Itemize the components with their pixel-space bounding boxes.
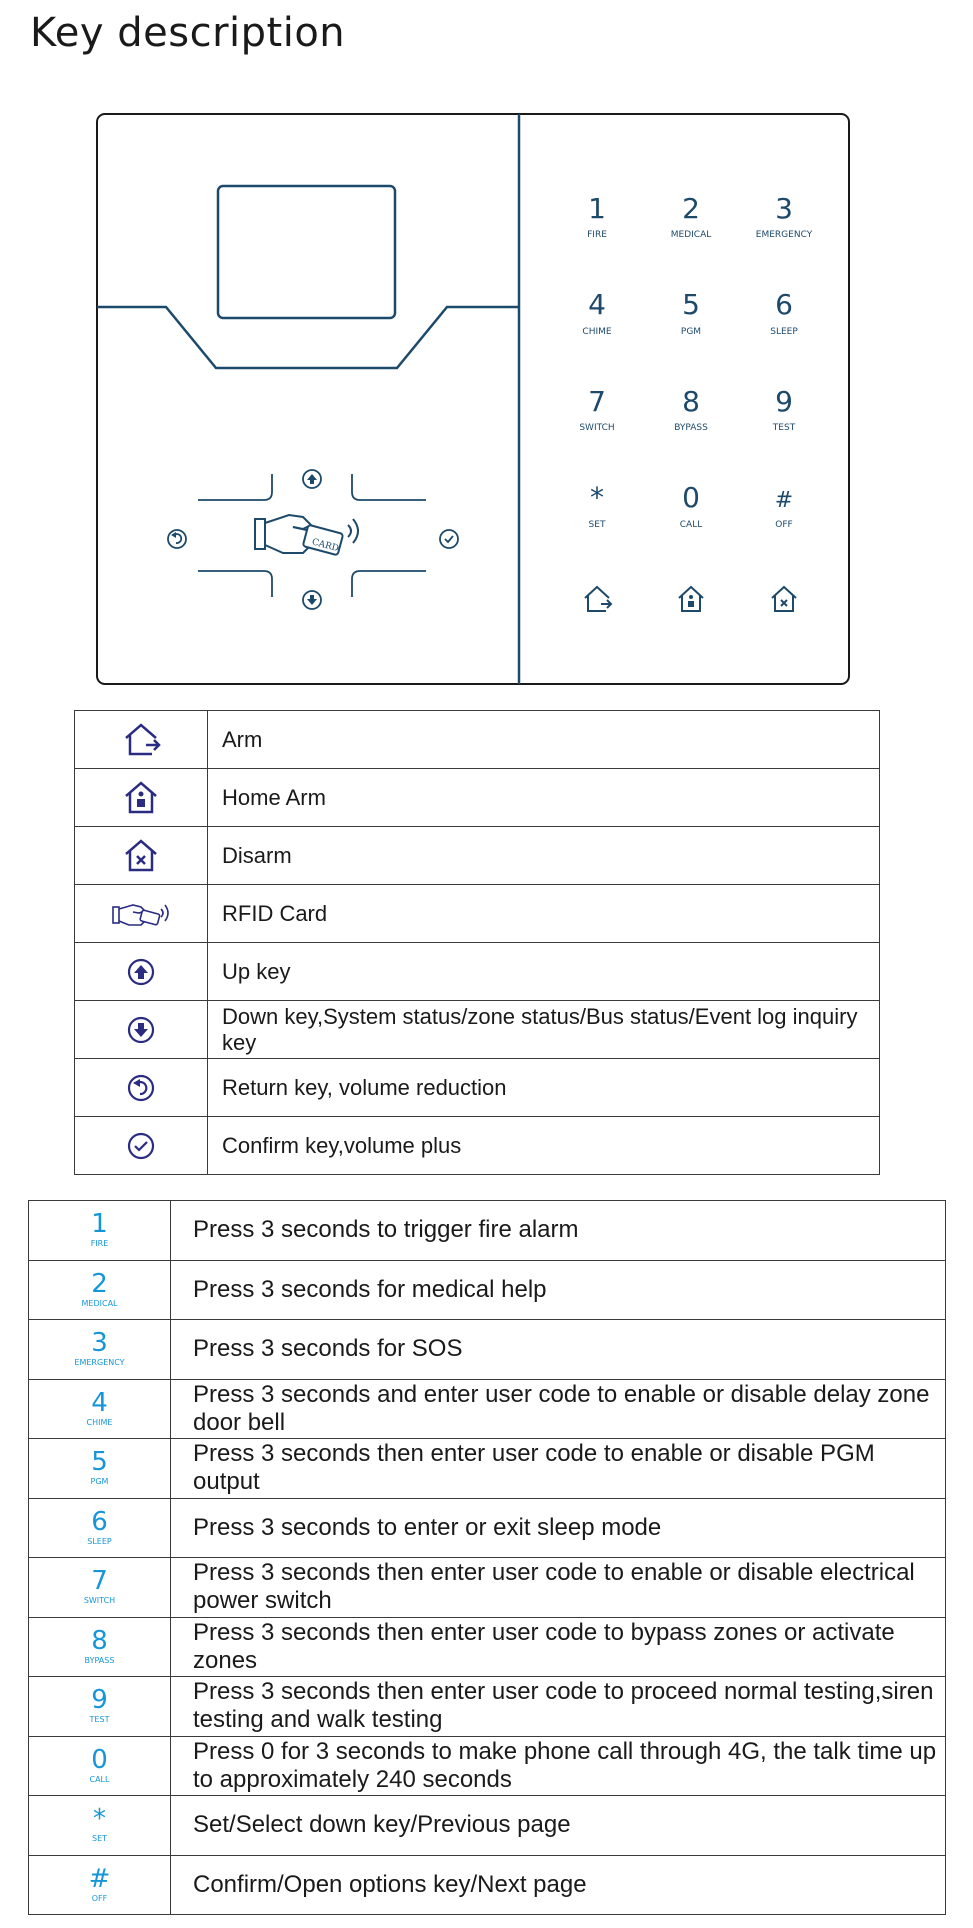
table-row [29,1439,946,1499]
panel-trim-line [97,307,519,368]
key-cell [29,1498,171,1558]
table-row [29,1558,946,1618]
key-cell [29,1855,171,1915]
description: Confirm key,volume plus [208,1117,880,1175]
keypad-label: TEST [772,423,796,433]
description: Press 3 seconds for medical help [171,1260,946,1320]
panel-down-key-icon [303,591,321,609]
icon-cell [75,885,208,943]
key-cell [29,1558,171,1618]
keypad-digit: 5 [682,288,700,321]
description: Return key, volume reduction [208,1059,880,1117]
description: Disarm [208,827,880,885]
key-digit: 1 [91,1209,108,1240]
icon-cell [75,1117,208,1175]
confirm-key-icon [126,1131,156,1161]
keypad-label: PGM [680,327,702,337]
key-label: BYPASS [84,1655,115,1665]
key-label: CALL [89,1774,110,1784]
description: Press 3 seconds to enter or exit sleep mode [171,1498,946,1558]
description: Set/Select down key/Previous page [171,1796,946,1856]
function-keys-table [74,710,880,1175]
key-cell [29,1201,171,1261]
home-arm-icon [121,778,161,818]
table-row [29,1617,946,1677]
keypad-digit: 3 [775,192,793,225]
keypad-digit: # [774,488,794,513]
table-row [75,1001,880,1059]
arm-icon [121,720,161,760]
description: Press 3 seconds for SOS [171,1320,946,1380]
description: Press 3 seconds and enter user code to enable or disable delay zone door bell [171,1379,946,1439]
description: Confirm/Open options key/Next page [171,1855,946,1915]
description: RFID Card [208,885,880,943]
table-row [75,711,880,769]
table-row [29,1677,946,1737]
description: Press 3 seconds then enter user code to enable or disable electrical power switch [171,1558,946,1618]
key-label: TEST [89,1715,110,1725]
key-cell [29,1439,171,1499]
key-digit: * [93,1804,106,1835]
panel-home-arm-icon [679,587,703,611]
panel-card-text: CARD [310,537,340,555]
key-cell [29,1320,171,1380]
keypad-label: OFF [775,520,793,530]
key-label: SET [91,1834,108,1844]
return-key-icon [126,1073,156,1103]
key-digit: 8 [91,1625,108,1656]
keypad-label: FIRE [587,230,607,240]
key-label: CHIME [86,1417,113,1427]
up-key-icon [126,957,156,987]
key-label: MEDICAL [81,1298,118,1308]
key-label: PGM [90,1477,109,1487]
table-row [29,1379,946,1439]
icon-cell [75,943,208,1001]
key-digit: 9 [91,1685,108,1716]
icon-cell [75,769,208,827]
icon-cell [75,711,208,769]
number-keys-table [28,1200,946,1915]
key-label: EMERGENCY [74,1358,125,1368]
panel-arm-icon [585,587,611,611]
keypad-digit: 6 [775,288,793,321]
keypad-digit: 2 [682,192,700,225]
description: Press 3 seconds then enter user code to bypass zones or activate zones [171,1617,946,1677]
keypad-digit: 8 [682,385,700,418]
keypad-label: SWITCH [579,423,615,433]
keypad-label: SLEEP [770,327,798,337]
keypad-label: EMERGENCY [755,230,813,240]
panel-return-key-icon [168,530,186,548]
key-cell [29,1736,171,1796]
key-digit: # [88,1863,111,1894]
description: Up key [208,943,880,1001]
keypad-label: SET [588,520,606,530]
description: Press 3 seconds to trigger fire alarm [171,1201,946,1261]
keypad [579,192,812,530]
table-row [29,1855,946,1915]
table-row [75,1117,880,1175]
table-row [75,827,880,885]
keypad-label: BYPASS [674,423,708,433]
key-digit: 2 [91,1268,108,1299]
keypad-digit: 1 [588,192,606,225]
key-digit: 5 [91,1447,108,1478]
table-row [29,1498,946,1558]
key-label: FIRE [90,1239,109,1249]
key-cell [29,1379,171,1439]
description: Down key,System status/zone status/Bus status/Event log inquiry key [208,1001,880,1059]
icon-cell [75,827,208,885]
table-row [29,1736,946,1796]
page-title: Key description [30,10,346,56]
key-label: SWITCH [83,1596,116,1606]
panel-up-key-icon [303,470,321,488]
key-cell [29,1617,171,1677]
key-digit: 7 [91,1566,108,1597]
keypad-label: CHIME [582,327,612,337]
down-key-icon [126,1015,156,1045]
key-cell [29,1260,171,1320]
table-row [75,943,880,1001]
table-row [29,1201,946,1261]
key-label: OFF [91,1893,108,1903]
keypad-digit: 7 [588,385,606,418]
key-digit: 6 [91,1506,108,1537]
description: Arm [208,711,880,769]
key-digit: 4 [91,1387,108,1418]
panel-confirm-key-icon [440,530,458,548]
disarm-icon [121,836,161,876]
keypad-digit: 9 [775,385,793,418]
table-row [75,769,880,827]
key-digit: 3 [91,1328,108,1359]
description: Press 3 seconds then enter user code to enable or disable PGM output [171,1439,946,1499]
panel-outline [97,114,849,684]
table-row [29,1260,946,1320]
panel-rfid-card-icon [255,515,358,555]
description: Press 0 for 3 seconds to make phone call through 4G, the talk time up to approximately 240 seconds [171,1736,946,1796]
description: Press 3 seconds then enter user code to proceed normal testing,siren testing and walk testing [171,1677,946,1737]
table-row [29,1320,946,1380]
description: Home Arm [208,769,880,827]
key-digit: 0 [91,1744,108,1775]
table-row [75,1059,880,1117]
keypad-label: CALL [679,520,703,530]
icon-cell [75,1001,208,1059]
keypad-label: MEDICAL [670,230,712,240]
icon-cell [75,1059,208,1117]
keypad-digit: 4 [588,288,606,321]
table-row [75,885,880,943]
table-row [29,1796,946,1856]
alarm-panel-illustration [0,0,973,700]
lcd-screen [218,186,395,318]
key-cell [29,1677,171,1737]
keypad-digit: 0 [682,481,700,514]
key-label: SLEEP [87,1536,112,1546]
keypad-digit: * [590,481,604,514]
panel-disarm-icon [772,587,796,611]
key-cell [29,1796,171,1856]
rfid-card-icon [111,899,171,929]
